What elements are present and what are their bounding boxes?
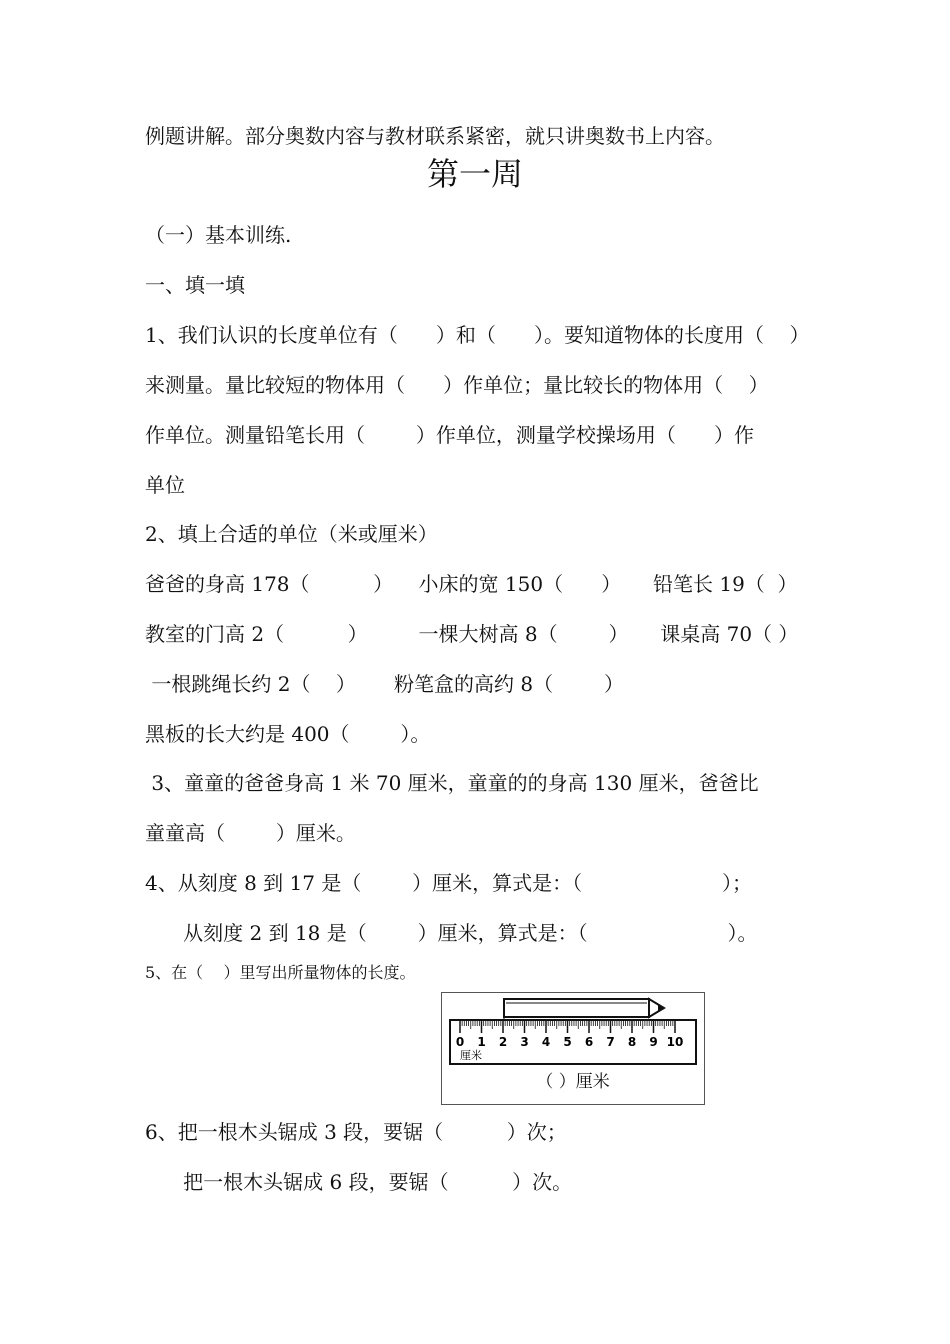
q2-heading: 2、填上合适的单位（米或厘米） [145, 522, 438, 546]
q5-answer-label: （ ）厘米 [536, 1072, 610, 1092]
ruler-figure [441, 992, 705, 1105]
q2-row3: 一根跳绳长约 2（ ） 粉笔盒的高约 8（ ） [145, 672, 624, 696]
ruler-number: 8 [627, 1035, 637, 1049]
q4-line2: 从刻度 2 到 18 是（ ）厘米，算式是：（ ）。 [145, 921, 758, 945]
ruler-pencil-drawing [442, 993, 704, 1071]
q1-line3: 作单位。测量铅笔长用（ ）作单位，测量学校操场用（ ）作 [145, 423, 755, 447]
q3-line1: 3、童童的爸爸身高 1 米 70 厘米，童童的的身高 130 厘米，爸爸比 [145, 771, 759, 795]
part-heading: 一、填一填 [145, 273, 245, 297]
ruler-number: 10 [666, 1035, 684, 1049]
q4-line1: 4、从刻度 8 到 17 是（ ）厘米，算式是：（ ）； [145, 871, 753, 895]
ruler-unit-label: 厘米 [460, 1049, 482, 1062]
intro-text: 例题讲解。部分奥数内容与教材联系紧密，就只讲奥数书上内容。 [145, 124, 725, 148]
ruler-number: 6 [584, 1035, 594, 1049]
ruler-number: 1 [477, 1035, 486, 1049]
q6-line1: 6、把一根木头锯成 3 段，要锯（ ）次； [145, 1120, 567, 1144]
section-heading: （一）基本训练. [145, 223, 292, 247]
ruler-number: 4 [541, 1035, 551, 1049]
ruler-number: 3 [520, 1035, 529, 1049]
q1-line4: 单位 [145, 473, 185, 497]
ruler-number: 2 [498, 1035, 508, 1049]
ruler-number: 0 [455, 1035, 465, 1049]
ruler-icon [450, 1020, 696, 1064]
q1-line2: 来测量。量比较短的物体用（ ）作单位；量比较长的物体用（ ） [145, 373, 769, 397]
ruler-number: 5 [563, 1035, 572, 1049]
q6-line2: 把一根木头锯成 6 段，要锯（ ）次。 [145, 1170, 573, 1194]
ruler-number: 7 [606, 1035, 615, 1049]
q5-text: 5、在（ ）里写出所量物体的长度。 [145, 963, 416, 982]
q2-row4: 黑板的长大约是 400（ ）。 [145, 722, 431, 746]
q2-row2: 教室的门高 2（ ） 一棵大树高 8（ ） 课桌高 70（ ） [145, 622, 799, 646]
ruler-number: 9 [649, 1035, 658, 1049]
q2-row1: 爸爸的身高 178（ ） 小床的宽 150（ ） 铅笔长 19（ ） [145, 572, 798, 596]
week-title: 第一周 [426, 155, 523, 193]
q1-line1: 1、我们认识的长度单位有（ ）和（ ）。要知道物体的长度用（ ） [145, 323, 810, 347]
q3-line2: 童童高（ ）厘米。 [145, 821, 356, 845]
